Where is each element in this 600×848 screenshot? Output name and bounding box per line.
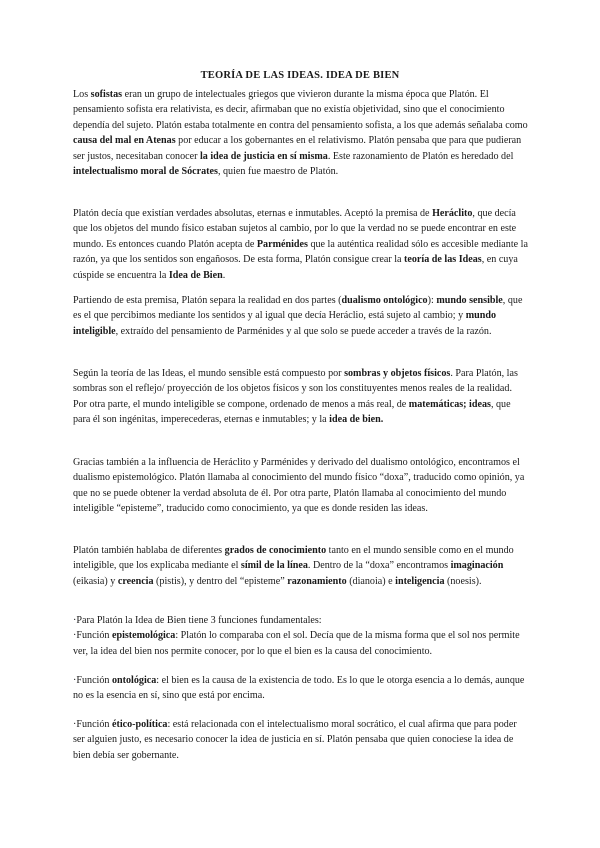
text-run: , que para él son ingénitas, imperecederas, eternas e inmutables; y la [73, 398, 511, 426]
bold-term: sofistas [90, 89, 123, 100]
paragraph-funcion-ontologica [73, 673, 528, 704]
text-run: : está relacionada con el intelectualismo moral socrático, el cual afirma que para poder ser alguien justo, es necesario conocer la idea de justicia en sí. Platón pensaba que quien conociese la idea de bien debía ser gobernante. [73, 719, 517, 761]
bold-term: la idea de justicia en sí misma [199, 150, 328, 162]
paragraph-mundo-sensible [73, 366, 528, 428]
text-run: eran un grupo de intelectuales griegos que vivieron durante la misma época que Platón. El pensamiento sofista era relativista, es decir, afirmaban que no existía objetividad, sino que el conocimiento dependía del sujeto. Platón estaba totalmente en contra del pensamiento sofista, a los que además señalaba como [73, 89, 528, 131]
bold-term: inteligencia [395, 575, 445, 587]
paragraph-sofistas [73, 87, 528, 179]
text-run: Según la teoría de las Ideas, el mundo sensible está compuesto por [73, 368, 345, 379]
bold-term: imaginación [450, 560, 504, 572]
text-run: (noesis). [444, 575, 482, 587]
text-run: ): [427, 295, 437, 306]
text-run: , quien fue maestro de Platón. [217, 166, 339, 178]
text-run: . Dentro de la “doxa” encontramos [307, 560, 451, 572]
text-run: : Platón lo comparaba con el sol. Decía que de la misma forma que el sol nos permite ver, la idea del bien nos permite conocer, por lo que el bien es la causa del conocimiento. [73, 630, 520, 657]
text-run: ·Función [73, 675, 112, 686]
text-run: ·Para Platón la Idea de Bien tiene 3 funciones fundamentales: [73, 615, 322, 626]
text-run: , en cuya cúspide se encuentra la [73, 254, 518, 281]
text-run: por educar a los gobernantes en el relativismo. Platón pensaba que para que pudieran ser justos, necesitaban conocer [73, 135, 522, 162]
text-run: . Para Platón, las sombras son el reflejo/ proyección de los objetos físicos y son los constituyentes menos reales de la realidad. Por otra parte, el mundo inteligible se compone, ordenado de menos a más real, de [73, 368, 518, 410]
bold-term: causa del mal en Atenas [73, 135, 176, 147]
paragraph-dualismo-epistemologico [73, 455, 528, 517]
text-run: Partiendo de esta premisa, Platón separa la realidad en dos partes ( [73, 295, 342, 306]
text-run: Gracias también a la influencia de Heráclito y Parménides y derivado del dualismo ontológico, encontramos el dualismo epistemológico. Platón llamaba al conocimiento del mundo físico “doxa”, traducido como opinión, ya que no se puede obtener la verdad absoluta de él. Por otra parte, Platón llamaba al conocimiento del mundo inteligible “episteme”, traducido como conocimiento, ya que es donde residen las ideas. [73, 457, 525, 515]
text-run: (eikasia) y [73, 575, 118, 587]
bold-term: intelectualismo moral de Sócrates [73, 166, 218, 178]
text-run: que la auténtica realidad sólo es accesible mediante la razón, ya que los sentidos son engañosos. De esta forma, Platón consigue crear la [73, 238, 528, 266]
bold-term: sombras y objetos físicos [344, 368, 451, 379]
text-run: , que es el que percibimos mediante los sentidos y al igual que decía Heráclio, está sujeto al cambio; y [73, 295, 523, 322]
bold-term: idea de bien. [329, 414, 384, 426]
bold-term: ético-política [111, 719, 168, 730]
text-run: (pistis), y dentro del “episteme” [153, 575, 288, 587]
text-run: Los [73, 89, 91, 100]
bold-term: ontológica [111, 675, 157, 686]
paragraph-funcion-etico-politica [73, 717, 528, 763]
bold-term: mundo inteligible [73, 310, 496, 337]
bold-term: grados de conocimiento [224, 545, 327, 556]
bold-term: creencia [117, 575, 154, 587]
paragraph-verdades-absolutas [73, 206, 528, 283]
text-run: : el bien es la causa de la existencia de todo. Es lo que le otorga esencia a lo demás, aunque no es la esencia en sí, sino que está por encima. [73, 675, 525, 702]
text-run: (dianoia) e [346, 575, 396, 587]
bold-term: mundo sensible [436, 295, 503, 306]
text-run: ·Función [73, 719, 112, 730]
bold-term: razonamiento [287, 575, 347, 587]
text-run: , que decía que los objetos del mundo físico estaban sujetos al cambio, por lo que la verdad no se puede encontrar en este mundo. Es entonces cuando Platón acepta de [73, 208, 517, 250]
text-run: Platón decía que existían verdades absolutas, eternas e inmutables. Aceptó la premisa de [73, 208, 433, 219]
text-run: Platón también hablaba de diferentes [73, 545, 225, 556]
bold-term: Idea de Bien [168, 269, 223, 281]
paragraph-funcion-epistemologica [73, 613, 528, 659]
bold-term: dualismo ontológico [341, 295, 428, 306]
bold-term: matemáticas; ideas [408, 398, 491, 410]
text-run: , extraído del pensamiento de Parménides y al que solo se puede acceder a través de la razón. [115, 325, 492, 337]
paragraph-grados-conocimiento [73, 543, 528, 589]
text-run: . [222, 269, 226, 281]
bold-term: Parménides [256, 238, 308, 250]
bold-term: Heráclito [432, 208, 473, 219]
text-run: tanto en el mundo sensible como en el mundo inteligible, que los explicaba mediante el [73, 545, 514, 572]
text-run: . Este razonamiento de Platón es heredado del [327, 150, 514, 162]
bold-term: epistemológica [111, 630, 176, 642]
document-title: TEORÍA DE LAS IDEAS. IDEA DE BIEN [200, 70, 400, 81]
bold-term: teoría de las Ideas [404, 254, 482, 266]
bold-term: símil de la línea [240, 560, 308, 572]
text-run: ·Función [73, 630, 112, 642]
paragraph-dualismo-ontologico [73, 293, 528, 339]
